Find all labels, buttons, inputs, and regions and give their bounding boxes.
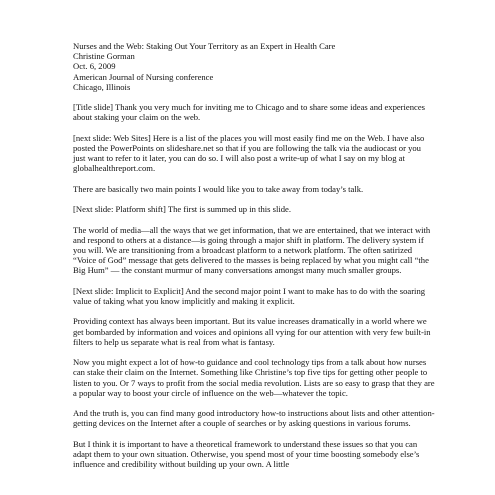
paragraph-world-of-media: The world of media—all the ways that we get information, that we are entertained, that we interact with and respond to others at a distance—is going through a major shift in platform. The delivery system if you will. We are transitioning from a broadcast platform to a network platform. The often satirized “Voice of God” message that gets delivered to the masses is being replaced by what you might call “the Big Hum” — the constant murmur of many conversations amongst many much smaller groups. — [73, 224, 431, 276]
conference-location: Chicago, Illinois — [73, 81, 131, 92]
author-name: Christine Gorman — [73, 51, 135, 62]
paragraph-title-slide: [Title slide] Thank you very much for inviting me to Chicago and to share some ideas and experiences about staking your claim on the web. — [73, 102, 426, 123]
conference-name: American Journal of Nursing conference — [73, 71, 214, 82]
paragraph-truth: And the truth is, you can find many good introductory how-to instructions about lists and other attention-getting devices on the Internet after a couple of searches or by asking questions in various forums. — [73, 408, 435, 429]
paragraph-implicit-explicit: [Next slide: Implicit to Explicit] And the second major point I want to make has to do with the soaring value of taking what you know implicitly and making it explicit. — [73, 285, 426, 306]
talk-date: Oct. 6, 2009 — [73, 61, 116, 72]
document-title: Nurses and the Web: Staking Out Your Territory as an Expert in Health Care — [73, 41, 336, 51]
paragraph-how-to-guidance: Now you might expect a lot of how-to guidance and cool technology tips from a talk about how nurses can stake their claim on the Internet. Something like Christine’s top five tips for getting other people to listen to you. Or 7 ways to profit from the social media revolution. Lists are so easy to grasp that they are a popular way to boost your circle of influence on the web—whatever the topic. — [73, 357, 435, 398]
paragraph-main-points: There are basically two main points I would like you to take away from today’s talk. — [73, 183, 364, 194]
document-header — [73, 41, 435, 92]
paragraph-platform-shift: [Next slide: Platform shift] The first is summed up in this slide. — [73, 204, 292, 215]
paragraph-theoretical-framework: But I think it is important to have a theoretical framework to understand these issues so that you can adapt them to your own situation. Otherwise, you spend most of your time boosting somebody else’s influence and credibility without building up your own. A little — [73, 438, 420, 470]
paragraph-web-sites: [next slide: Web Sites] Here is a list of the places you will most easily find me on the Web. I have also posted the PowerPoints on slideshare.net so that if you are following the talk via the audiocast or you just want to refer to it later, you can do so. I will also post a write-up of what I say on my blog at globalhealthreport.com. — [73, 132, 425, 174]
paragraph-providing-context: Providing context has always been important. But its value increases dramatically in a world where we get bombarded by information and voices and opinions all vying for our attention with very few built-in filters to help us separate what is real from what is fantasy. — [73, 316, 431, 347]
